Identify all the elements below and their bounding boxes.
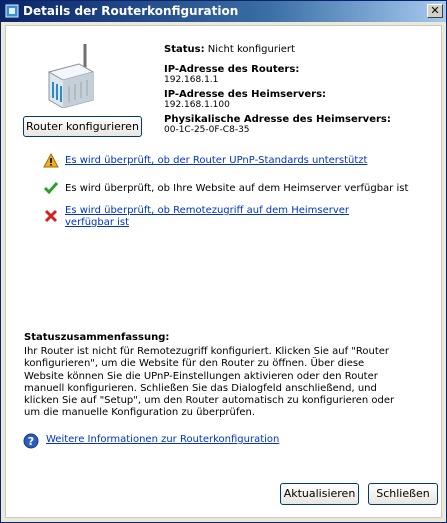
window-title: Details der Routerkonfiguration: [23, 4, 239, 18]
summary-text: Ihr Router ist nicht für Remotezugriff konfiguriert. Klicken Sie auf "Router konfigurieren", um die Website für den Router zu öffnen. Über diese Website können Sie die UPnP-Einstellungen aktivieren oder den Router manuell konfigurieren. Schließen Sie das Dialogfeld anschließend, und klicken Sie auf "Setup", um den Router automatisch zu konfigurieren oder um die manuelle Konfiguration zu überprüfen.: [24, 346, 395, 419]
help-icon[interactable]: [23, 433, 39, 449]
server-ip-label: IP-Adresse des Heimservers:: [164, 89, 327, 100]
svg-text:?: ?: [27, 435, 35, 448]
status-label: Status:: [164, 44, 205, 55]
router-ip-value: 192.168.1.1: [164, 75, 219, 85]
close-window-button[interactable]: ✕: [427, 4, 443, 18]
check-remote-access-link[interactable]: Es wird überprüft, ob Remotezugriff auf dem Heimserver verfügbar ist: [65, 205, 350, 228]
check-website-text: Es wird überprüft, ob Ihre Website auf dem Heimserver verfügbar ist: [65, 183, 409, 194]
router-help-link[interactable]: Weitere Informationen zur Routerkonfiguration: [46, 434, 280, 445]
configure-router-button[interactable]: Router konfigurieren: [23, 116, 142, 137]
status-value: Nicht konfiguriert: [207, 44, 295, 55]
update-button[interactable]: Aktualisieren: [280, 483, 359, 505]
router-ip-label: IP-Adresse des Routers:: [164, 64, 300, 75]
summary-title: Statuszusammenfassung:: [24, 332, 170, 343]
warning-icon: [43, 153, 59, 169]
check-upnp-link[interactable]: Es wird überprüft, ob der Router UPnP-Standards unterstützt: [65, 155, 368, 166]
checkmark-icon: [43, 180, 59, 196]
server-ip-value: 192.168.1.100: [164, 100, 230, 110]
router-app-icon: [5, 4, 19, 18]
status-line: [164, 44, 295, 55]
title-bar[interactable]: [1, 1, 446, 22]
error-x-icon: [43, 208, 59, 224]
router-illustration: [45, 42, 97, 108]
close-button[interactable]: Schließen: [368, 483, 438, 505]
mac-address-value: 00-1C-25-0F-C8-35: [164, 125, 250, 135]
mac-address-label: Physikalische Adresse des Heimservers:: [164, 114, 391, 125]
